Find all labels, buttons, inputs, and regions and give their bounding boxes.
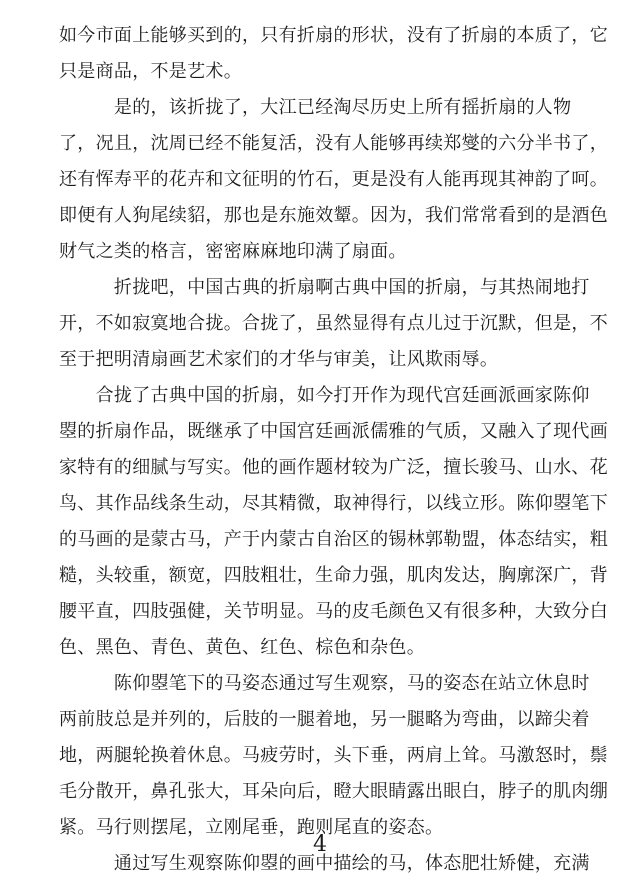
text-line: 了，况且，沈周已经不能复活，没有人能够再续郑燮的六分半书了， (59, 133, 608, 154)
text-line: 鸟、其作品线条生动，尽其精微，取神得行，以线立形。陈仰曌笔下 (59, 493, 608, 514)
text-line: 腰平直，四肢强健，关节明显。马的皮毛颜色又有很多种，大致分白 (59, 601, 608, 622)
text-line: 地，两腿轮换着休息。马疲劳时，头下垂，两肩上耸。马激怒时，鬃 (59, 745, 608, 766)
text-line: 只是商品，不是艺术。 (59, 61, 242, 82)
text-line: 合拢了古典中国的折扇，如今打开作为现代宫廷画派画家陈仰 (59, 385, 590, 406)
text-line: 还有恽寿平的花卉和文征明的竹石，更是没有人能再现其神韵了呵。 (59, 169, 608, 190)
text-line: 至于把明清扇画艺术家们的才华与审美，让风欺雨辱。 (59, 349, 499, 370)
text-line: 两前肢总是并列的，后肢的一腿着地，另一腿略为弯曲，以蹄尖着 (59, 709, 590, 730)
text-line: 财气之类的格言，密密麻麻地印满了扇面。 (59, 241, 407, 262)
text-line: 色、黑色、青色、黄色、红色、棕色和杂色。 (59, 637, 425, 658)
text-line: 曌的折扇作品，既继承了中国宫廷画派儒雅的气质，又融入了现代画 (59, 421, 608, 442)
text-line: 是的，该折拢了，大江已经淘尽历史上所有摇折扇的人物 (59, 97, 572, 118)
body-text (59, 18, 608, 882)
text-line: 的马画的是蒙古马，产于内蒙古自治区的锡林郭勒盟，体态结实，粗 (59, 529, 608, 550)
text-line: 折拢吧，中国古典的折扇啊古典中国的折扇，与其热闹地打 (59, 277, 590, 298)
text-line: 通过写生观察陈仰曌的画中描绘的马，体态肥壮矫健，充满 (59, 853, 590, 874)
text-line: 紧。马行则摆尾，立刚尾垂，跑则尾直的姿态。 (59, 817, 444, 838)
page-number: 4 (313, 832, 327, 857)
text-line: 陈仰曌笔下的马姿态通过写生观察，马的姿态在站立休息时 (59, 673, 590, 694)
text-line: 如今市面上能够买到的，只有折扇的形状，没有了折扇的本质了，它 (59, 25, 608, 46)
text-line: 家特有的细腻与写实。他的画作题材较为广泛，擅长骏马、山水、花 (59, 457, 608, 478)
text-line: 即便有人狗尾续貂，那也是东施效颦。因为，我们常常看到的是酒色 (59, 205, 608, 226)
text-line: 毛分散开，鼻孔张大，耳朵向后，瞪大眼睛露出眼白，脖子的肌肉绷 (59, 781, 608, 802)
text-line: 开，不如寂寞地合拢。合拢了，虽然显得有点儿过于沉默，但是，不 (59, 313, 608, 334)
text-line: 糙，头较重，额宽，四肢粗壮，生命力强，肌肉发达，胸廓深广，背 (59, 565, 608, 586)
